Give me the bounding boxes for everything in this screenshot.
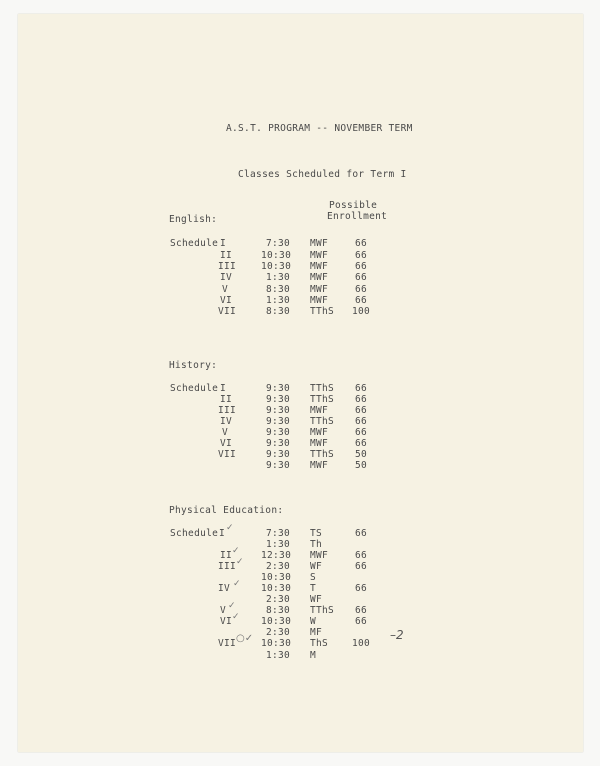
table-row: VI [220, 295, 233, 306]
handwritten-annotation: –2 [390, 628, 404, 642]
table-row: TThS [310, 449, 335, 460]
table-row: 50 [355, 460, 368, 471]
table-row: 10:30 [261, 583, 292, 594]
table-row: 66 [355, 238, 368, 249]
table-row: 2:30 [266, 594, 291, 605]
check-mark-icon: ✓ [226, 523, 234, 533]
schedule-label-history: Schedule [170, 383, 219, 394]
page-title: A.S.T. PROGRAM -- NOVEMBER TERM [226, 123, 413, 134]
table-row: Th [310, 539, 323, 550]
handwritten-annotation-value: 2 [396, 628, 404, 642]
table-row: II [220, 550, 233, 561]
table-row: 66 [355, 295, 368, 306]
table-row: MWF [310, 272, 329, 283]
table-row: 1:30 [266, 650, 291, 661]
table-row: 66 [355, 605, 368, 616]
table-row: MF [310, 627, 323, 638]
table-row: VII [218, 449, 237, 460]
table-row: VI [220, 616, 233, 627]
table-row: 66 [355, 383, 368, 394]
table-row: 66 [355, 561, 368, 572]
table-row: WF [310, 561, 323, 572]
table-row: MWF [310, 405, 329, 416]
table-row: 10:30 [261, 638, 292, 649]
table-row: TThS [310, 306, 335, 317]
table-row: V [222, 427, 229, 438]
table-row: T [310, 583, 317, 594]
table-row: 66 [355, 405, 368, 416]
table-row: III [218, 261, 237, 272]
table-row: IV [220, 272, 233, 283]
schedule-label-english: Schedule [170, 238, 219, 249]
table-row: S [310, 572, 317, 583]
table-row: 9:30 [266, 416, 291, 427]
table-row: 50 [355, 449, 368, 460]
table-row: ThS [310, 638, 329, 649]
table-row: VII [218, 638, 237, 649]
table-row: 9:30 [266, 383, 291, 394]
table-row: I [220, 238, 227, 249]
table-row: 7:30 [266, 238, 291, 249]
enrollment-header-line1: Possible [329, 200, 378, 211]
table-row: 100 [352, 306, 371, 317]
table-row: MWF [310, 284, 329, 295]
table-row: 7:30 [266, 528, 291, 539]
table-row: 66 [355, 261, 368, 272]
table-row: 10:30 [261, 261, 292, 272]
table-row: TThS [310, 383, 335, 394]
table-row: 12:30 [261, 550, 292, 561]
schedule-label-pe: Schedule [170, 528, 219, 539]
check-mark-icon: ✓ [233, 579, 241, 589]
table-row: 10:30 [261, 616, 292, 627]
check-circle-icon: ○✓ [236, 633, 254, 644]
table-row: M [310, 650, 317, 661]
table-row: W [310, 616, 317, 627]
table-row: WF [310, 594, 323, 605]
table-row: 8:30 [266, 284, 291, 295]
table-row: III [218, 405, 237, 416]
table-row: V [220, 605, 227, 616]
check-mark-icon: ✓ [236, 557, 244, 567]
table-row: I [219, 528, 226, 539]
check-mark-icon: ✓ [232, 612, 240, 622]
table-row: V [222, 284, 229, 295]
table-row: 10:30 [261, 572, 292, 583]
check-mark-icon: ✓ [228, 601, 236, 611]
table-row: VII [218, 306, 237, 317]
table-row: 9:30 [266, 438, 291, 449]
table-row: II [220, 250, 233, 261]
table-row: I [220, 383, 227, 394]
table-row: 66 [355, 583, 368, 594]
table-row: MWF [310, 295, 329, 306]
table-row: MWF [310, 460, 329, 471]
table-row: 66 [355, 272, 368, 283]
table-row: 1:30 [266, 272, 291, 283]
table-row: MWF [310, 427, 329, 438]
table-row: 66 [355, 284, 368, 295]
table-row: 8:30 [266, 306, 291, 317]
check-mark-icon: ✓ [232, 546, 240, 556]
table-row: VI [220, 438, 233, 449]
table-row: 2:30 [266, 561, 291, 572]
table-row: 9:30 [266, 460, 291, 471]
table-row: 66 [355, 438, 368, 449]
table-row: MWF [310, 238, 329, 249]
table-row: 8:30 [266, 605, 291, 616]
table-row: 9:30 [266, 394, 291, 405]
section-title-history: History: [169, 360, 218, 371]
table-row: 66 [355, 416, 368, 427]
table-row: 9:30 [266, 427, 291, 438]
table-row: 1:30 [266, 295, 291, 306]
table-row: 9:30 [266, 405, 291, 416]
table-row: 10:30 [261, 250, 292, 261]
table-row: 9:30 [266, 449, 291, 460]
table-row: 1:30 [266, 539, 291, 550]
enrollment-header-line2: Enrollment [327, 211, 388, 222]
table-row: 2:30 [266, 627, 291, 638]
document-page [18, 14, 583, 752]
table-row: 100 [352, 638, 371, 649]
table-row: MWF [310, 261, 329, 272]
table-row: III [218, 561, 237, 572]
table-row: MWF [310, 250, 329, 261]
table-row: TThS [310, 416, 335, 427]
table-row: 66 [355, 550, 368, 561]
table-row: IV [220, 416, 233, 427]
table-row: MWF [310, 438, 329, 449]
table-row: 66 [355, 427, 368, 438]
table-row: IV [218, 583, 231, 594]
page-subtitle: Classes Scheduled for Term I [238, 169, 407, 180]
table-row: 66 [355, 616, 368, 627]
table-row: II [220, 394, 233, 405]
table-row: TThS [310, 394, 335, 405]
table-row: MWF [310, 550, 329, 561]
table-row: 66 [355, 250, 368, 261]
section-title-pe: Physical Education: [169, 505, 284, 516]
table-row: 66 [355, 394, 368, 405]
table-row: TS [310, 528, 323, 539]
table-row: 66 [355, 528, 368, 539]
table-row: TThS [310, 605, 335, 616]
section-title-english: English: [169, 214, 218, 225]
